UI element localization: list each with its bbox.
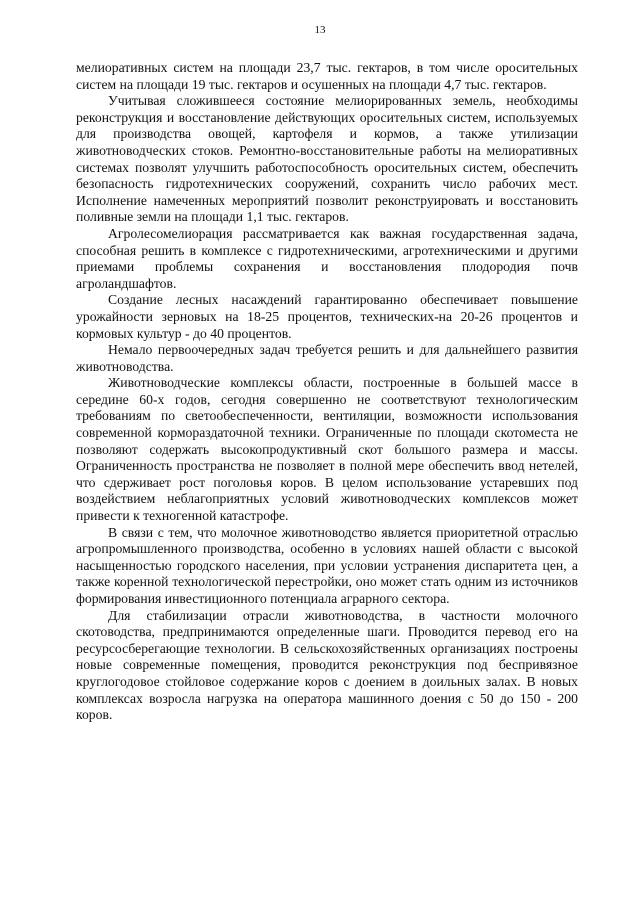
paragraph-dairy-stabilization: Для стабилизации отрасли животноводства, в частности молочного скотоводства, предпринимаются определенные шаги. Проводится перевод его на ресурсосберегающие технологии. В сельскохозяйственных организациях построены новые современные помещения, проводится реконструкция под беспривязное круглогодовое стойловое содержание коров с доением в доильных залах. В новых комплексах возросла нагрузка на оператора машинного доения с 50 до 150 - 200 коров. <box>76 607 578 723</box>
paragraph-dairy-priority: В связи с тем, что молочное животноводство является приоритетной отраслью агропромышленного производства, особенно в условиях нашей области с высокой насыщенностью городского населения, при условии устранения диспаритета цен, а также коренной технологической перестройки, оно может стать одним из источников формирования инвестиционного потенциала аграрного сектора. <box>76 524 578 606</box>
paragraph-irrigation-area: мелиоративных систем на площади 23,7 тыс. гектаров, в том числе оросительных систем на площади 19 тыс. гектаров и осушенных на площади 4,7 тыс. гектаров. <box>76 60 578 92</box>
page-number: 13 <box>314 24 326 36</box>
paragraph-livestock-tasks: Немало первоочередных задач требуется решить и для дальнейшего развития животноводства. <box>76 342 578 374</box>
document-body <box>76 60 578 724</box>
paragraph-reclamation-reconstruction: Учитывая сложившееся состояние мелиорированных земель, необходимы реконструкция и восстановление действующих оросительных систем, используемых для производства овощей, картофеля и кормов, а также утилизации животноводческих стоков. Ремонтно-восстановительные работы на мелиоративных системах позволят улучшить работоспособность оросительных систем, обеспечить безопасность гидротехнических сооружений, сохранить число рабочих мест. Исполнение намеченных мероприятий позволит реконструировать и восстановить поливные земли на площади 1,1 тыс. гектаров. <box>76 93 578 225</box>
paragraph-forest-plantings: Создание лесных насаждений гарантированно обеспечивает повышение урожайности зерновых на 18-25 процентов, технических-на 20-26 процентов и кормовых культур - до 40 процентов. <box>76 292 578 341</box>
paragraph-agroforestry: Агролесомелиорация рассматривается как важная государственная задача, способная решить в комплексе с гидротехническими, агротехническими и другими приемами проблемы сохранения и восстановления плодородия почв агроландшафтов. <box>76 225 578 291</box>
paragraph-livestock-complexes: Животноводческие комплексы области, построенные в большей массе в середине 60-х годов, сегодня совершенно не соответствуют технологическим требованиям по светообеспеченности, вентиляции, возможности использования современной кормораздаточной техники. Ограниченные по площади скотоместа не позволяют содержать высокопродуктивный скот большого размера и массы. Ограниченность пространства не позволяет в полной мере обеспечить ввод нетелей, что сдерживает рост поголовья коров. В целом использование устаревших под воздействием неблагоприятных условий животноводческих комплексов может привести к техногенной катастрофе. <box>76 375 578 524</box>
